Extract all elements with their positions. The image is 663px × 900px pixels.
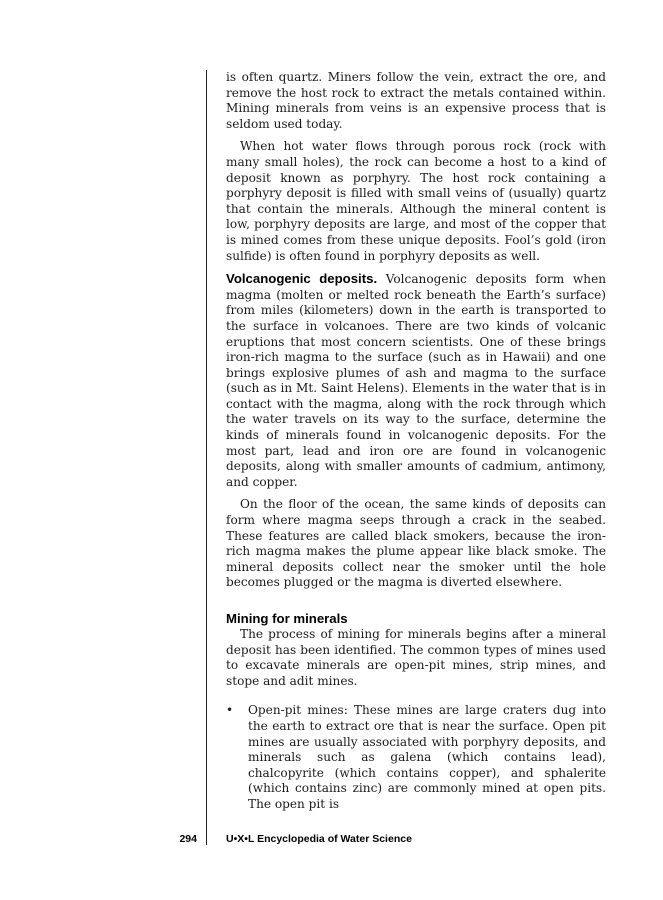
- book-title: U•X•L Encyclopedia of Water Science: [226, 833, 412, 845]
- page-number: 294: [179, 833, 197, 845]
- section-heading-mining: Mining for minerals: [226, 611, 348, 626]
- list-item-text: Open-pit mines: These mines are large craters dug into the earth to extract ore that is near the surface. Open pit mines are usually associated with porphyry deposits, and minerals such as galena (which contains lead), chalcopyrite (which contains copper), and sphalerite (which contains zinc) are commonly mined at open pits. The open pit is: [248, 703, 606, 811]
- list-item-open-pit: [226, 703, 606, 812]
- paragraph-veins: is often quartz. Miners follow the vein, extract the ore, and remove the host rock to extract the metals contained within. Mining minerals from veins is an expensive process that is seldom used today.: [226, 70, 606, 131]
- paragraph-volcanogenic-text: Volcanogenic deposits form when magma (molten or melted rock beneath the Earth’s surface) from miles (kilometers) down in the earth is transported to the surface in volcanoes. There are two kinds of volcanic eruptions that most concern scientists. One of these brings iron-rich magma to the surface (such as in Hawaii) and one brings explosive plumes of ash and magma to the surface (such as in Mt. Saint Helens). Elements in the water that is in contact with the magma, along with the rock through which the water travels on its way to the surface, determine the kinds of minerals found in volcanogenic deposits. For the most part, lead and iron ore are found in volcanogenic deposits, along with smaller amounts of cadmium, antimony, and copper.: [226, 272, 607, 489]
- margin-rule: [206, 70, 207, 845]
- paragraph-black-smokers: On the floor of the ocean, the same kinds of deposits can form where magma seeps through a crack in the seabed. These features are called black smokers, because the iron-rich magma makes the plume appear like black smoke. The mineral deposits collect near the smoker until the hole becomes plugged or the magma is diverted elsewhere.: [226, 497, 606, 590]
- run-in-heading-volcanogenic: Volcanogenic deposits.: [226, 271, 378, 287]
- body-text: [226, 70, 606, 813]
- page-footer: [0, 833, 663, 851]
- paragraph-porphyry: When hot water flows through porous rock (rock with many small holes), the rock can become a host to a kind of deposit known as porphyry. The host rock containing a porphyry deposit is filled with small veins of (usually) quartz that contain the minerals. Although the mineral content is low, porphyry deposits are large, and most of the copper that is mined comes from these unique deposits. Fool’s gold (iron sulfide) is often found in porphyry deposits as well.: [226, 139, 606, 263]
- bullet-icon: •: [226, 703, 234, 718]
- paragraph-mining-intro: The process of mining for minerals begins after a mineral deposit has been identified. The common types of mines used to excavate minerals are open-pit mines, strip mines, and stope and adit mines.: [226, 627, 606, 688]
- paragraph-volcanogenic: [226, 271, 606, 490]
